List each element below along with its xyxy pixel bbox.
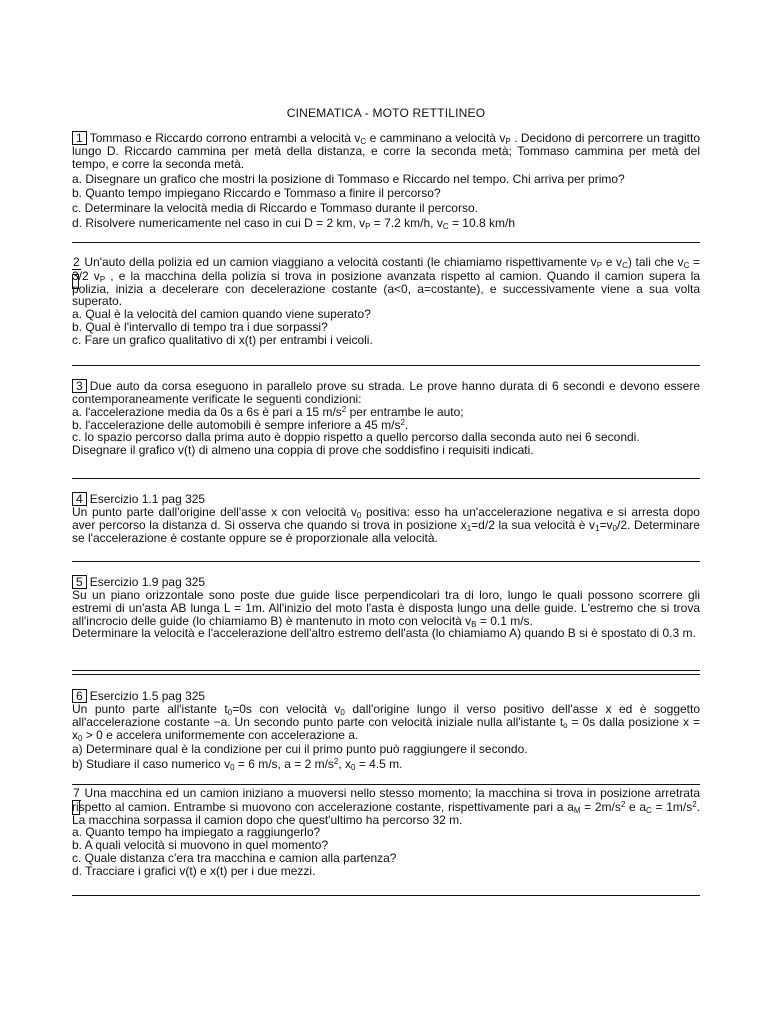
problem-4 <box>72 492 700 544</box>
problem-6-item-a: a) Determinare qual è la condizione per cui il primo punto può raggiungere il secondo. <box>72 742 528 757</box>
problem-2 <box>72 256 700 347</box>
margin-box-mark <box>72 274 79 289</box>
problem-5-number: 5 <box>72 575 87 589</box>
divider <box>72 478 700 479</box>
problem-5-question: Determinare la velocità e l'accelerazione dell'altro estremo dell'asta (lo chiamiamo A) quando B si è spostato di 0.3 m. <box>72 626 696 641</box>
problem-3-item-a: a. l'accelerazione media da 0s a 6s è pari a 15 $m/s^2$ per entrambe le auto; <box>72 404 464 419</box>
double-divider-bottom <box>72 674 700 675</box>
problem-6 <box>72 689 700 771</box>
problem-5-heading: 5 Esercizio 1.9 pag 325 <box>72 575 700 589</box>
problem-2-item-b: b. Qual è l'intervallo di tempo tra i due sorpassi? <box>72 319 328 334</box>
divider <box>72 784 700 785</box>
problem-4-number: 4 <box>72 492 87 506</box>
problem-1-item-b: b. Quanto tempo impiegano Riccardo e Tommaso a finire il percorso? <box>72 186 441 201</box>
problem-2-item-c: c. Fare un grafico qualitativo di x(t) per entrambi i veicoli. <box>72 332 373 347</box>
double-divider-top <box>72 670 700 671</box>
problem-6-heading: 6 Esercizio 1.5 pag 325 <box>72 689 700 703</box>
divider <box>72 365 700 366</box>
problem-1-text: 1 Tommaso e Riccardo corrono entrambi a velocità $v_C$ e camminano a velocità $v_P$ . Decidono di percorrere un tragitto lungo D. Riccardo cammina per metà della distanza, e corre la seconda metà; Tommaso cammina per metà del tempo, e corre la seconda metà. <box>72 131 701 171</box>
document-title: CINEMATICA - MOTO RETTILINEO <box>286 106 486 120</box>
problem-2-item-a: a. Qual è la velocità del camion quando viene superato? <box>72 307 371 322</box>
problem-3-instruction: Disegnare il grafico v(t) di almeno una coppia di prove che soddisfino i requisiti indicati. <box>72 443 534 458</box>
problem-6-item-b: b) Studiare il caso numerico $v_0 = 6$ m/s, a = 2 $m/s^2$, $x_0 = 4.5$ m. <box>72 757 403 773</box>
problem-1-item-d: d. Risolvere numericamente nel caso in cui D = 2 km, $v_P = 7.2$ km/h, $v_C = 10.8$ km/h <box>72 215 515 231</box>
problem-7-number: 7 <box>73 786 80 800</box>
problem-3-item-b: b. l'accelerazione delle automobili è sempre inferiore a 45 $m/s^2$. <box>72 417 409 432</box>
problem-6-number: 6 <box>72 689 87 703</box>
problem-3-text: 3 Due auto da corsa eseguono in parallelo prove su strada. Le prove hanno durata di 6 secondi e devono essere contemporaneamente verificate le seguenti condizioni: <box>72 379 700 406</box>
divider <box>72 561 700 562</box>
problem-5-text: Su un piano orizzontale sono poste due guide lisce perpendicolari tra di loro, lungo le quali possono scorrere gli estremi di un'asta AB lunga L = 1m. All'inizio del moto l'asta è disposta lungo una delle guide. L'estremo che si trova all'incrocio delle guide (lo chiamiamo B) è mantenuto in moto con velocità $v_B = 0.1$ m/s. <box>72 588 700 629</box>
problem-3 <box>72 379 700 457</box>
problem-7-item-b: b. A quali velocità si muovono in quel momento? <box>72 838 329 853</box>
problem-1-item-c: c. Determinare la velocità media di Riccardo e Tommaso durante il percorso. <box>72 201 478 216</box>
problem-7-item-d: d. Tracciare i grafici v(t) e x(t) per i due mezzi. <box>72 863 316 878</box>
document-page <box>72 0 700 1024</box>
problem-2-number: 2 <box>73 255 80 269</box>
problem-2-text: 2 Un'auto della polizia ed un camion viaggiano a velocità costanti (le chiamiamo rispettivamente $v_P$ e $v_C$) tali che $v_C = 3/2$ $v_P$ , e la macchina della polizia si trova in posizione avanzata rispetto al camion. Quando il camion supera la polizia, inizia a decelerare con decelerazione costante (a<0, a=costante), e successivamente viene a sua volta superato. <box>72 255 701 309</box>
problem-7 <box>72 787 700 878</box>
problem-1-number: 1 <box>72 131 87 145</box>
problem-1-item-a: a. Disegnare un grafico che mostri la posizione di Tommaso e Riccardo nel tempo. Chi arriva per primo? <box>72 171 625 186</box>
problem-4-text: Un punto parte dall'origine dell'asse x con velocità $v_0$ positiva: esso ha un'accelerazione negativa e si arresta dopo aver percorso la distanza d. Si osserva che quando si trova in posizione $x_1=d/2$ la sua velocità è $v_1=v_0/2$. Determinare se l'accelerazione è costante oppure se è proporzionale alla velocità. <box>72 505 700 545</box>
problem-7-item-a: a. Quanto tempo ha impiegato a raggiungerlo? <box>72 825 321 840</box>
problem-5 <box>72 575 700 640</box>
problem-4-heading: 4 Esercizio 1.1 pag 325 <box>72 492 700 506</box>
divider <box>72 242 700 243</box>
divider <box>72 895 700 896</box>
problem-3-item-c: c. lo spazio percorso dalla prima auto è doppio rispetto a quello percorso dalla seconda auto nei 6 secondi. <box>72 430 640 445</box>
problem-3-number: 3 <box>72 379 87 393</box>
margin-box-mark <box>72 800 80 815</box>
problem-7-item-c: c. Quale distanza c'era tra macchina e camion alla partenza? <box>72 850 397 865</box>
problem-6-text: Un punto parte all'istante $t_0=0s$ con velocità $v_0$ dall'origine lungo il verso positivo dell'asse x ed è soggetto all'accelerazione costante −a. Un secondo punto parte con velocità iniziale nulla all'istante $t_o = 0s$ dalla posizione $x = x_0 > 0$ e accelera uniformemente con accelerazione a. <box>72 702 701 743</box>
problem-7-text: 7 Una macchina ed un camion iniziano a muoversi nello stesso momento; la macchina si trova in posizione arretrata rispetto al camion. Entrambe si muovono con accelerazione costante, rispettivamente pari a $a_M = 2m/s^2$ e $a_C = 1m/s^2$. La macchina sorpassa il camion dopo che quest'ultimo ha percorso 32 m. <box>72 786 701 827</box>
problem-1 <box>72 131 700 230</box>
